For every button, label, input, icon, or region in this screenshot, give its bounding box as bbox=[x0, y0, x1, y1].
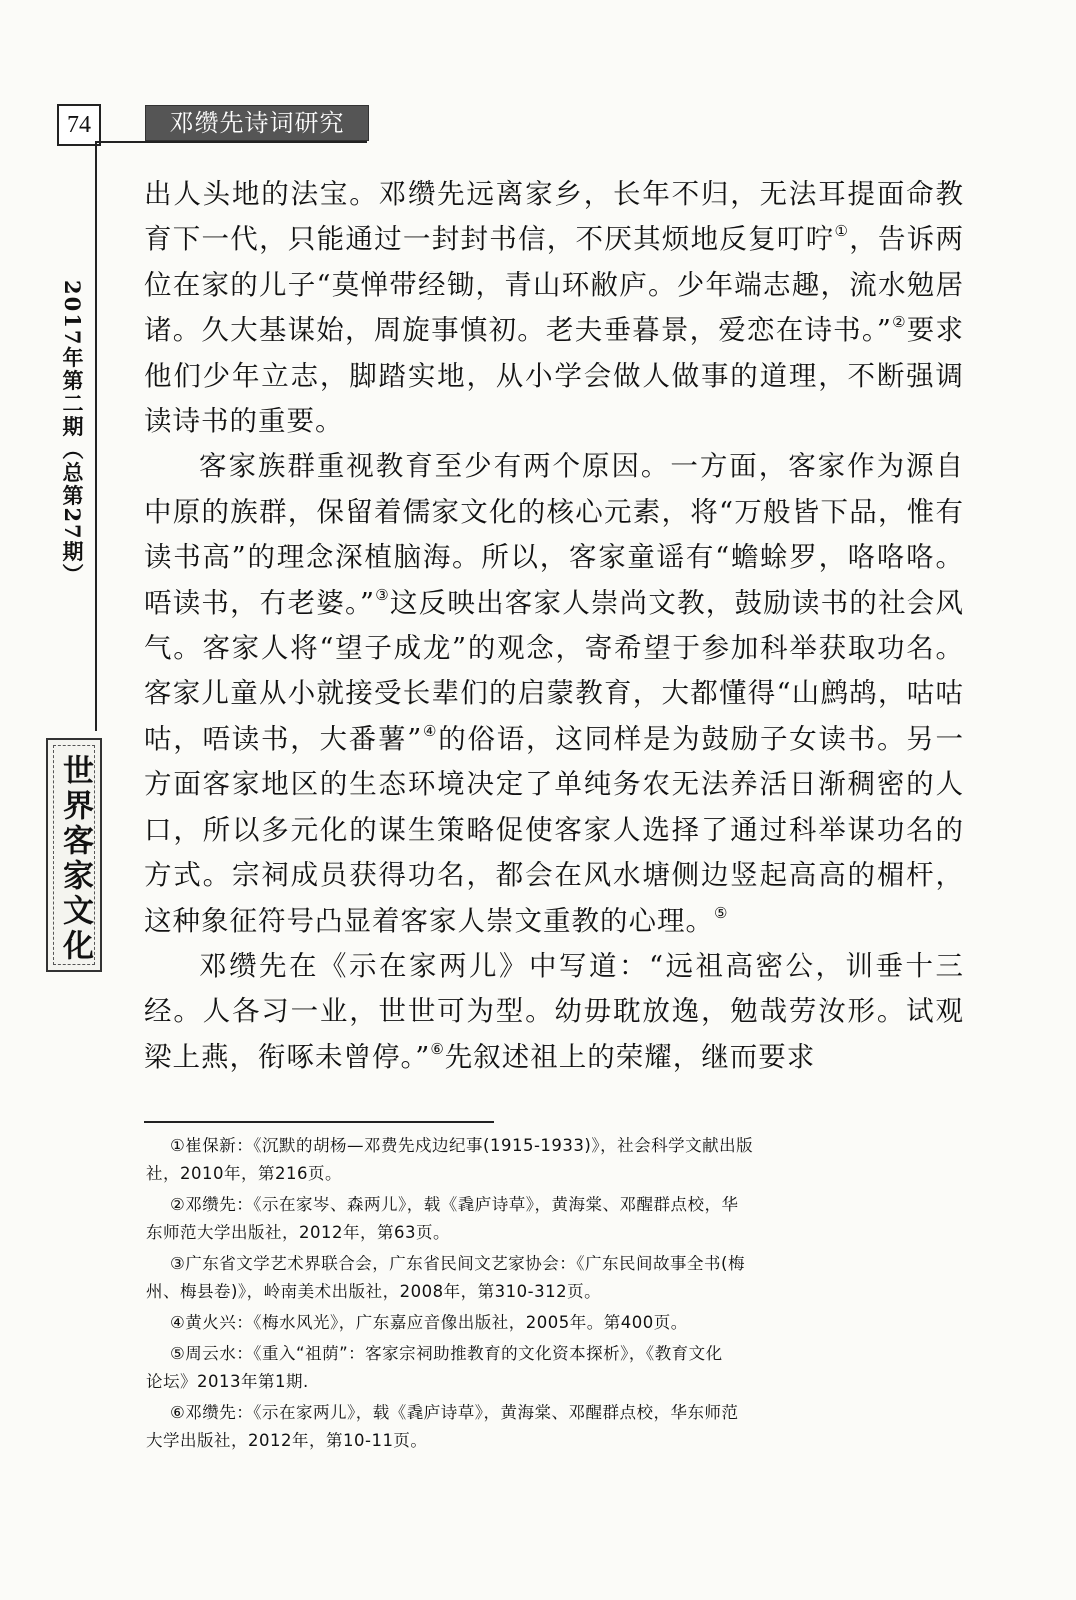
footnote-text: ④黄火兴：《梅水风光》，广东嘉应音像出版社，2005年。第400页。 bbox=[170, 1313, 688, 1332]
issue-label: 2017年第二期（总第27期） bbox=[60, 280, 85, 587]
journal-badge-text: 世界客家文化 bbox=[57, 754, 93, 964]
text-run: 邓缵先在《示在家两儿》中写道：“远祖高密公，训垂十三经。人各习一业，世世可为型。幼毋耽放逸，勉哉劳汝形。试观梁上燕，衔啄未曾停。” bbox=[144, 949, 964, 1073]
footnote-ref[interactable]: ③ bbox=[375, 585, 390, 604]
footnote bbox=[170, 1309, 960, 1337]
text-run: 客家族群重视教育至少有两个原因。一方面，客家作为源自中原的族群，保留着儒家文化的核心元素，将“万般皆下品，惟有读书高”的理念深植脑海。所以，客家童谣有“蟾蜍罗，咯咯咯。唔读书，冇老婆。” bbox=[144, 450, 964, 619]
footnote-text: ①崔保新：《沉默的胡杨—邓费先戍边纪事(1915-1933)》，社会科学文献出版 bbox=[170, 1136, 754, 1155]
footnote-ref[interactable]: ④ bbox=[422, 721, 439, 740]
footnote bbox=[146, 1250, 960, 1306]
footnote-text: ③广东省文学艺术界联合会，广东省民间文艺家协会：《广东民间故事全书(梅 bbox=[170, 1254, 745, 1273]
body-text bbox=[144, 172, 964, 1080]
footnote-ref[interactable]: ① bbox=[834, 222, 850, 241]
text-run: 要求他们少年立志，脚踏实地，从小学会做人做事的道理，不断强调读诗书的重要。 bbox=[144, 314, 965, 438]
text-run: 出人头地的法宝。邓缵先远离家乡，长年不归，无法耳提面命教育下一代，只能通过一封封书信，不厌其烦地反复叮咛 bbox=[144, 178, 964, 256]
header-rule bbox=[97, 141, 367, 143]
footnote-text-cont: 大学出版社，2012年，第10-11页。 bbox=[146, 1431, 428, 1450]
footnote-ref[interactable]: ⑥ bbox=[430, 1039, 445, 1058]
text-run: 的俗语，这同样是为鼓励子女读书。另一方面客家地区的生态环境决定了单纯务农无法养活日渐稠密的人口，所以多元化的谋生策略促使客家人选择了通过科举谋功名的方式。宗祠成员获得功名，都会在风水塘侧边竖起高高的楣杆，这种象征符号凸显着客家人崇文重教的心理。 bbox=[144, 722, 965, 937]
footnote-text: ⑥邓缵先：《示在家两儿》，载《毳庐诗草》，黄海棠、邓醒群点校，华东师范 bbox=[170, 1403, 739, 1422]
running-title: 邓缵先诗词研究 bbox=[145, 105, 369, 141]
footnote-text: ②邓缵先：《示在家岑、森两儿》，载《毳庐诗草》，黄海棠、邓醒群点校，华 bbox=[170, 1195, 739, 1214]
page-number: 74 bbox=[57, 104, 101, 146]
footnote bbox=[146, 1399, 960, 1455]
footnote-text-cont: 州、梅县卷)》，岭南美术出版社，2008年，第310-312页。 bbox=[146, 1282, 602, 1301]
paragraph bbox=[144, 172, 964, 444]
paragraph bbox=[144, 944, 964, 1080]
text-run: 这反映出客家人崇尚文教，鼓励读书的社会风气。客家人将“望子成龙”的观念，寄希望于参加科举获取功名。客家儿童从小就接受长辈们的启蒙教育，大都懂得“山鹧鸪，咕咕咕，唔读书，大番薯” bbox=[144, 586, 965, 755]
footnote-ref[interactable]: ⑤ bbox=[714, 903, 729, 922]
footnote bbox=[146, 1340, 960, 1396]
text-run: 先叙述祖上的荣耀，继而要求 bbox=[444, 1040, 816, 1073]
footnote-ref[interactable]: ② bbox=[891, 313, 907, 332]
footnote-text-cont: 社，2010年，第216页。 bbox=[146, 1164, 342, 1183]
text-run: ，告诉两位在家的儿子“莫惮带经锄，青山环敝庐。少年端志趣，流水勉居诸。久大基谋始，周旋事慎初。老夫垂暮景，爱恋在诗书。” bbox=[144, 223, 964, 347]
footnotes bbox=[146, 1132, 960, 1458]
footnote bbox=[146, 1132, 960, 1188]
journal-badge bbox=[46, 738, 102, 972]
margin-rule bbox=[95, 141, 97, 731]
paragraph bbox=[144, 444, 964, 943]
footnote bbox=[146, 1191, 960, 1247]
footnote-text-cont: 论坛》2013年第1期. bbox=[146, 1372, 309, 1391]
footnote-text: ⑤周云水：《重入“祖荫”：客家宗祠助推教育的文化资本探析》，《教育文化 bbox=[170, 1344, 723, 1363]
footnote-text-cont: 东师范大学出版社，2012年，第63页。 bbox=[146, 1223, 450, 1242]
footnote-rule bbox=[144, 1121, 494, 1123]
